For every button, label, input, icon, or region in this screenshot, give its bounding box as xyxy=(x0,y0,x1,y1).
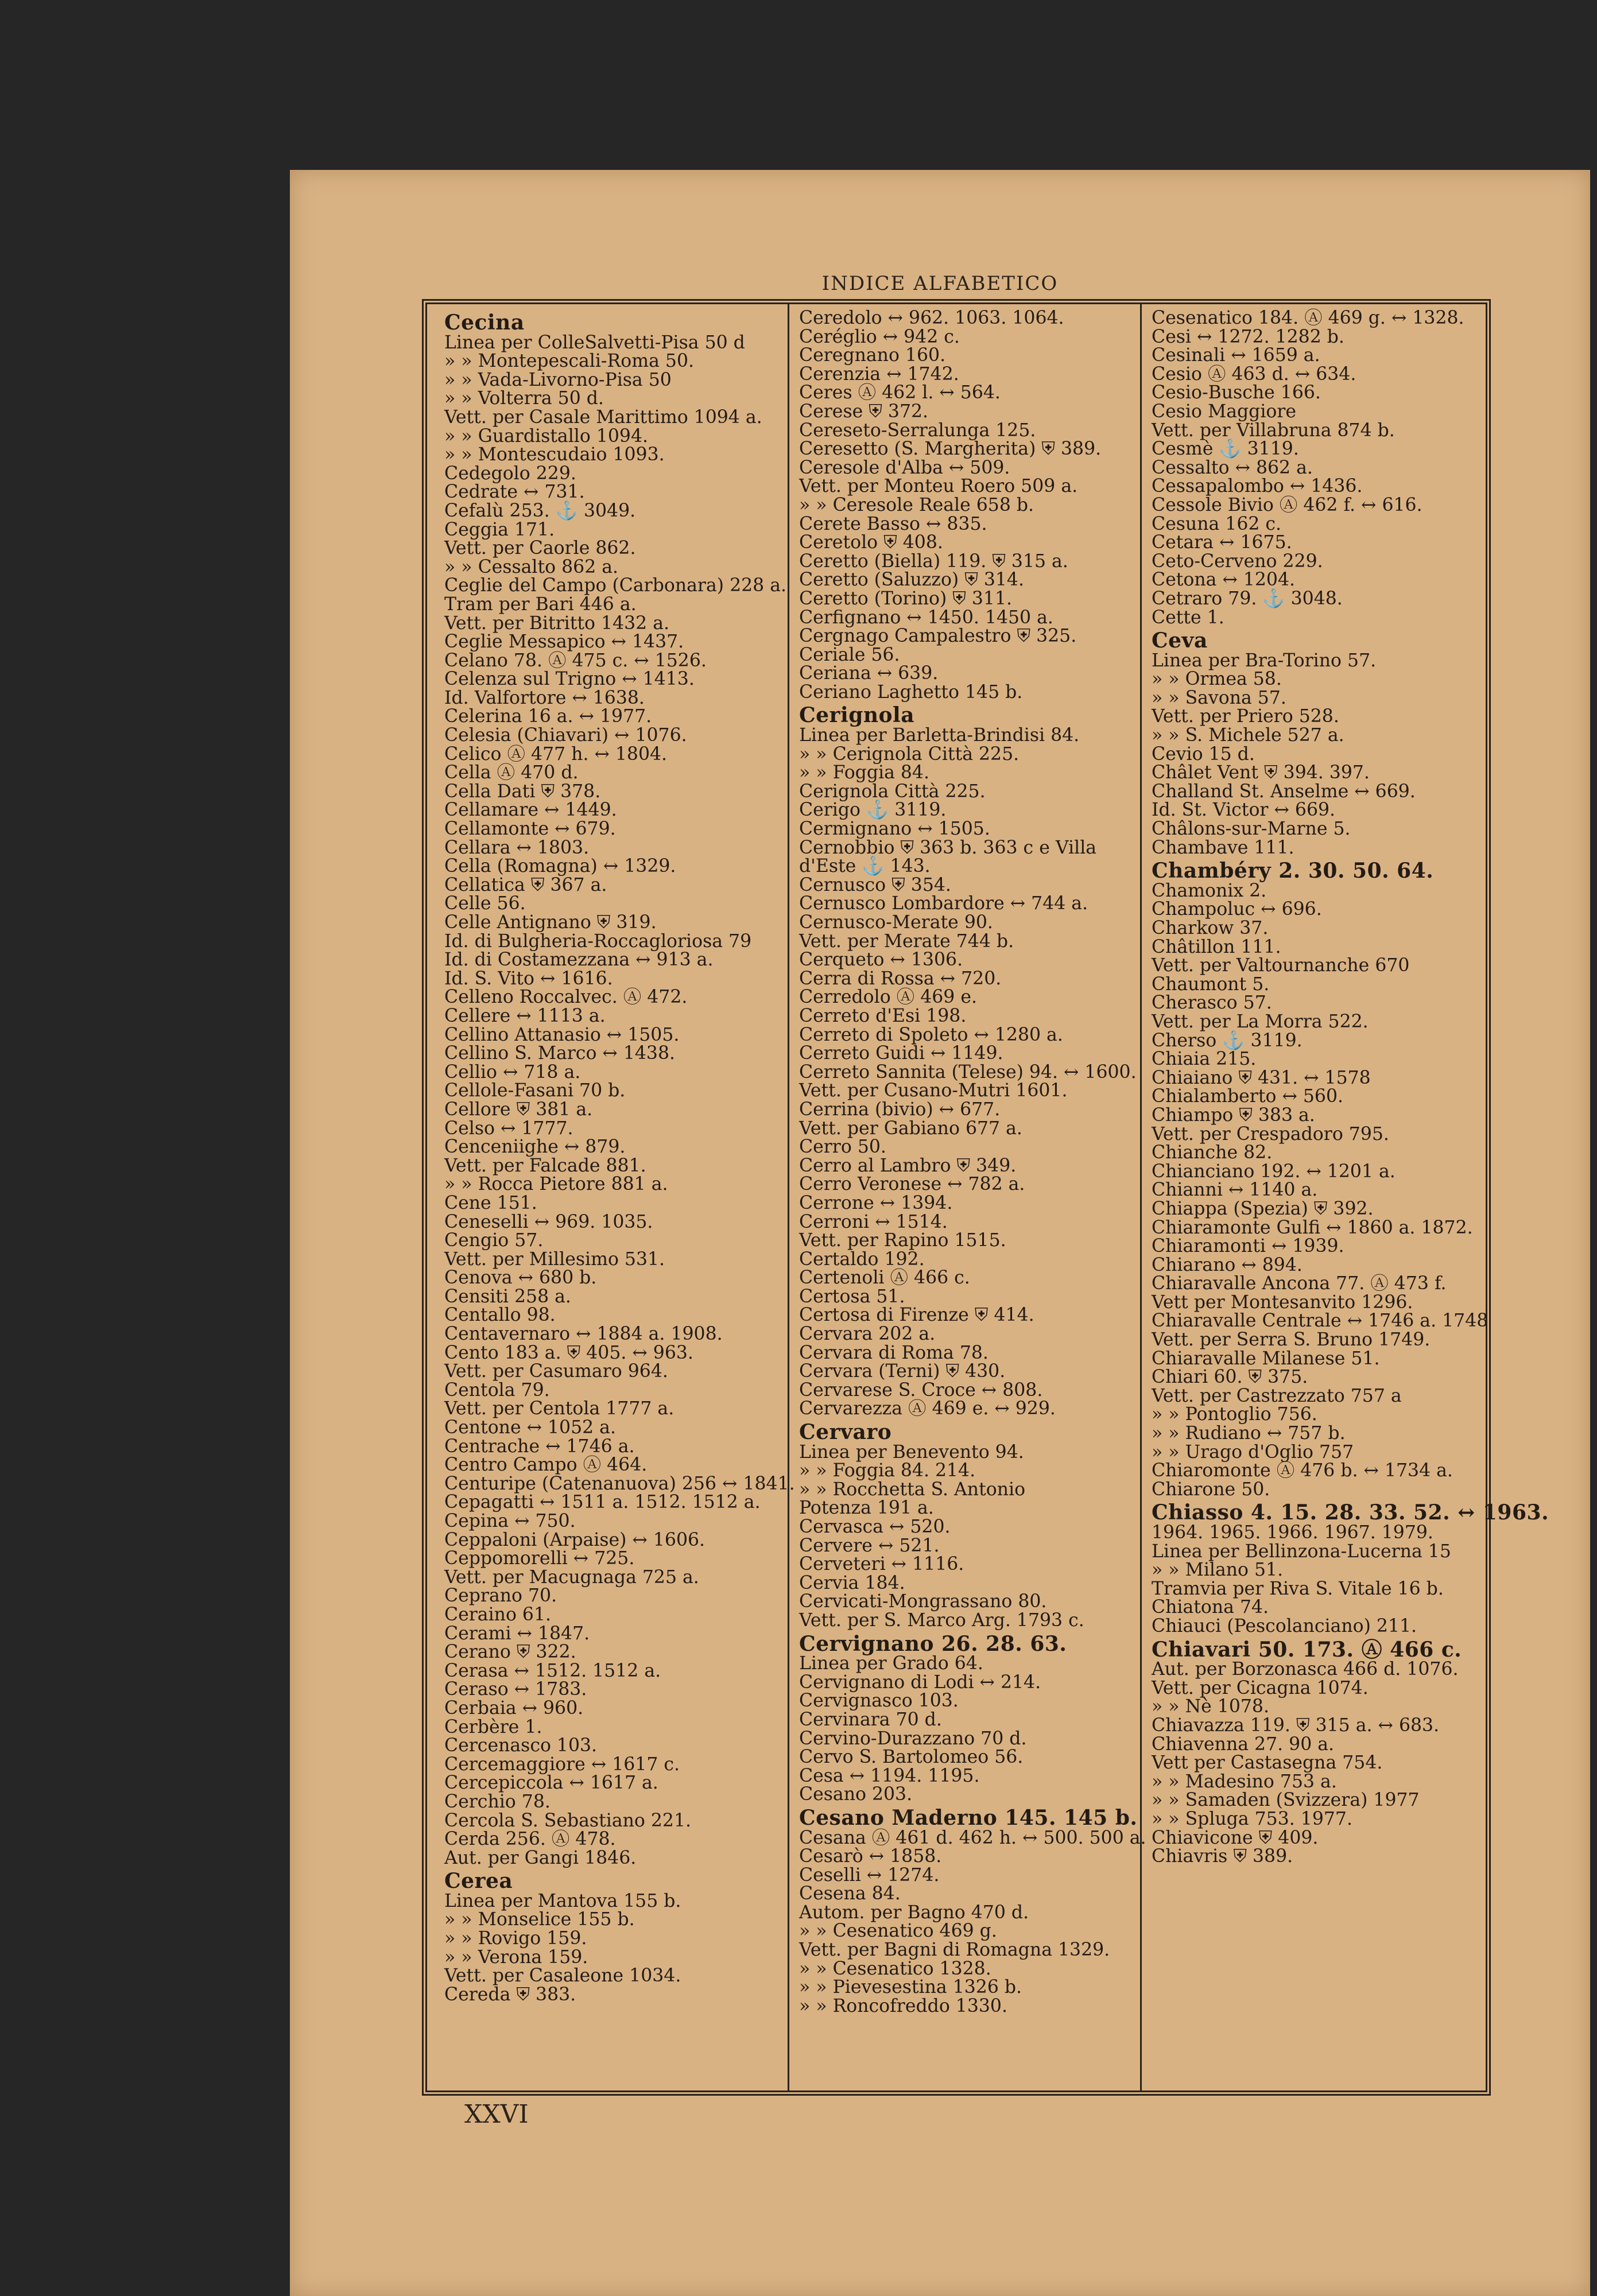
index-entry: » » Roncofreddo 1330. xyxy=(799,1995,1007,2016)
index-entry: Cercola S. Sebastiano 221. xyxy=(444,1810,692,1831)
index-column-1 xyxy=(444,309,794,2004)
index-entry: » » Ceresole Reale 658 b. xyxy=(799,494,1034,515)
index-entry: Cento 183 a. ⛨ 405. ↔ 963. xyxy=(444,1342,693,1363)
index-entry: Cervia 184. xyxy=(799,1572,905,1593)
index-entry: Vett. per Rapino 1515. xyxy=(799,1230,1006,1251)
index-entry: Cefalù 253. ⚓ 3049. xyxy=(444,500,636,521)
index-entry: Centone ↔ 1052 a. xyxy=(444,1417,616,1438)
index-entry: Cervignasco 103. xyxy=(799,1690,959,1712)
index-entry: Linea per Grado 64. xyxy=(799,1653,983,1674)
index-entry: Ceregnano 160. xyxy=(799,345,946,366)
index-entry: Cerano ⛨ 322. xyxy=(444,1642,576,1663)
index-entry: Ceppomorelli ↔ 725. xyxy=(444,1548,635,1569)
index-entry: Celle Antignano ⛨ 319. xyxy=(444,912,657,933)
index-entry: Vett. per Centola 1777 a. xyxy=(444,1398,675,1420)
index-entry: Id. di Costamezzana ↔ 913 a. xyxy=(444,949,714,971)
index-entry: Cergnago Campalestro ⛨ 325. xyxy=(799,626,1077,647)
index-entry: Id. Valfortore ↔ 1638. xyxy=(444,687,645,708)
index-entry: Cesano 203. xyxy=(799,1784,913,1805)
index-entry: Ceres Ⓐ 462 l. ↔ 564. xyxy=(799,382,1001,404)
index-entry: Cerfignano ↔ 1450. 1450 a. xyxy=(799,607,1053,628)
index-entry: Ceglie Messapico ↔ 1437. xyxy=(444,631,684,653)
index-entry: Cerda 256. Ⓐ 478. xyxy=(444,1829,616,1850)
index-entry: Ceselli ↔ 1274. xyxy=(799,1864,940,1886)
index-entry: Chialamberto ↔ 560. xyxy=(1152,1086,1344,1107)
index-entry: Chiampo ⛨ 383 a. xyxy=(1152,1104,1315,1126)
index-entry: » » Nè 1078. xyxy=(1152,1696,1269,1717)
index-entry: Chiavazza 119. ⛨ 315 a. ↔ 683. xyxy=(1152,1715,1440,1736)
index-entry: Cellio ↔ 718 a. xyxy=(444,1061,581,1083)
index-entry: » » Ormea 58. xyxy=(1152,669,1282,690)
index-entry: » » Samaden (Svizzera) 1977 xyxy=(1152,1790,1420,1811)
index-entry: Cerigo ⚓ 3119. xyxy=(799,800,947,821)
index-entry: Vett. per Valtournanche 670 xyxy=(1152,955,1410,976)
index-entry: Ceriale 56. xyxy=(799,644,900,665)
index-frame xyxy=(422,299,1549,2096)
index-entry: Cerbaia ↔ 960. xyxy=(444,1697,584,1719)
index-entry: Cenova ↔ 680 b. xyxy=(444,1267,597,1289)
index-entry: Cesio-Busche 166. xyxy=(1152,382,1321,404)
index-entry: Linea per Barletta-Brindisi 84. xyxy=(799,725,1080,746)
index-entry: Vett. per Millesimo 531. xyxy=(444,1248,665,1270)
index-entry: » » Pievesestina 1326 b. xyxy=(799,1977,1022,1998)
index-entry: Chiarano ↔ 894. xyxy=(1152,1254,1303,1275)
index-entry: Ceneselli ↔ 969. 1035. xyxy=(444,1211,653,1232)
index-entry: Chiarone 50. xyxy=(1152,1479,1270,1500)
index-entry: Cerete Basso ↔ 835. xyxy=(799,513,987,534)
index-entry: Cerasa ↔ 1512. 1512 a. xyxy=(444,1660,661,1681)
index-entry: Centavernaro ↔ 1884 a. 1908. xyxy=(444,1324,723,1345)
index-entry: Cedrate ↔ 731. xyxy=(444,482,585,503)
index-entry: Vett. per Falcade 881. xyxy=(444,1155,646,1176)
index-entry: Cerrina (bivio) ↔ 677. xyxy=(799,1099,1001,1120)
index-entry: Chiatona 74. xyxy=(1152,1597,1269,1618)
index-entry: » » Urago d'Oglio 757 xyxy=(1152,1441,1354,1463)
index-entry: Centola 79. xyxy=(444,1379,550,1401)
index-entry: Cerra di Rossa ↔ 720. xyxy=(799,968,1002,989)
index-entry: Chiaia 215. xyxy=(1152,1049,1257,1070)
index-entry: Tram per Bari 446 a. xyxy=(444,594,637,615)
index-entry: » » Montepescali-Roma 50. xyxy=(444,351,695,372)
index-entry: Vett. per Cicagna 1074. xyxy=(1152,1677,1369,1698)
index-entry: Cerredolo Ⓐ 469 e. xyxy=(799,987,977,1008)
page-number: XXVI xyxy=(464,2100,529,2129)
index-entry: Ceraino 61. xyxy=(444,1604,552,1625)
index-entry: Chiavenna 27. 90 a. xyxy=(1152,1733,1335,1755)
index-entry: » » Madesino 753 a. xyxy=(1152,1771,1337,1792)
index-entry: Autom. per Bagno 470 d. xyxy=(799,1902,1029,1923)
index-entry: Vett. per Villabruna 874 b. xyxy=(1152,420,1395,441)
index-entry: Vett. per Serra S. Bruno 1749. xyxy=(1152,1329,1431,1351)
index-entry: Vett. per Castrezzato 757 a xyxy=(1152,1385,1402,1406)
index-entry: Cerro al Lambro ⛨ 349. xyxy=(799,1155,1017,1176)
index-entry: Celleno Roccalvec. Ⓐ 472. xyxy=(444,987,688,1008)
index-entry: Ceprano 70. xyxy=(444,1585,557,1607)
index-entry: Aut. per Gangi 1846. xyxy=(444,1847,637,1868)
index-entry: Châlet Vent ⛨ 394. 397. xyxy=(1152,762,1370,784)
index-heading: Cesano Maderno 145. 145 b. xyxy=(799,1805,1138,1830)
index-entry: Cermignano ↔ 1505. xyxy=(799,819,990,840)
index-entry: Centrache ↔ 1746 a. xyxy=(444,1436,635,1457)
index-entry: Chiari 60. ⛨ 375. xyxy=(1152,1367,1308,1388)
index-entry: Ceredolo ↔ 962. 1063. 1064. xyxy=(799,308,1064,328)
index-entry: Cervara (Terni) ⛨ 430. xyxy=(799,1361,1006,1382)
index-entry: Cellatica ⛨ 367 a. xyxy=(444,874,607,895)
index-entry: Cesio Ⓐ 463 d. ↔ 634. xyxy=(1152,363,1356,385)
index-entry: Cesana Ⓐ 461 d. 462 h. ↔ 500. 500 a. xyxy=(799,1827,1146,1848)
index-entry: Certenoli Ⓐ 466 c. xyxy=(799,1267,970,1289)
index-entry: Celso ↔ 1777. xyxy=(444,1118,573,1139)
index-entry: Cesa ↔ 1194. 1195. xyxy=(799,1765,980,1786)
index-entry: Cerbère 1. xyxy=(444,1716,542,1737)
index-entry: Ceresole d'Alba ↔ 509. xyxy=(799,457,1010,478)
index-entry: Vett. per Casumaro 964. xyxy=(444,1361,668,1382)
index-entry: Cesio Maggiore xyxy=(1152,401,1297,422)
index-entry: Cervere ↔ 521. xyxy=(799,1535,940,1556)
index-entry: Potenza 191 a. xyxy=(799,1498,934,1519)
index-entry: Cerreto Sannita (Telese) 94. ↔ 1600. xyxy=(799,1061,1137,1083)
index-entry: » » Rocchetta S. Antonio xyxy=(799,1479,1026,1500)
index-entry: Cercemaggiore ↔ 1617 c. xyxy=(444,1754,680,1775)
index-entry: Cereseto-Serralunga 125. xyxy=(799,420,1036,441)
index-entry: Chiavicone ⛨ 409. xyxy=(1152,1827,1319,1848)
index-column-2 xyxy=(799,309,1149,2015)
index-entry: Cervicati-Mongrassano 80. xyxy=(799,1591,1047,1612)
index-entry: Chianciano 192. ↔ 1201 a. xyxy=(1152,1161,1396,1182)
index-entry: Vett. per Casale Marittimo 1094 a. xyxy=(444,406,762,428)
index-entry: Cetraro 79. ⚓ 3048. xyxy=(1152,588,1343,609)
index-entry: Cerese ⛨ 372. xyxy=(799,401,929,422)
index-entry: Vett. per Merate 744 b. xyxy=(799,930,1014,952)
index-entry: Cetona ↔ 1204. xyxy=(1152,569,1296,591)
index-entry: Cellamare ↔ 1449. xyxy=(444,800,617,821)
index-entry: Ceriano Laghetto 145 b. xyxy=(799,681,1023,703)
index-entry: Cesarò ↔ 1858. xyxy=(799,1846,942,1867)
index-entry: Cerignola Città 225. xyxy=(799,781,986,802)
index-entry: Cernusco ⛨ 354. xyxy=(799,874,951,895)
index-entry: Cetara ↔ 1675. xyxy=(1152,532,1292,553)
index-entry: Cervara 202 a. xyxy=(799,1324,936,1345)
index-entry: Ceggia 171. xyxy=(444,519,555,540)
index-entry: » » S. Michele 527 a. xyxy=(1152,725,1344,746)
index-entry: Ceretto (Torino) ⛨ 311. xyxy=(799,588,1013,609)
index-entry: Cesi ↔ 1272. 1282 b. xyxy=(1152,326,1344,347)
index-entry: Cene 151. xyxy=(444,1192,537,1213)
index-entry: Cerreto d'Esi 198. xyxy=(799,1005,967,1026)
index-entry: Ceriana ↔ 639. xyxy=(799,663,939,684)
index-entry: Cerreto di Spoleto ↔ 1280 a. xyxy=(799,1024,1063,1045)
index-entry: » » Milano 51. xyxy=(1152,1560,1284,1581)
index-entry: Ceretto (Saluzzo) ⛨ 314. xyxy=(799,569,1024,591)
index-entry: Vett. per Macugnaga 725 a. xyxy=(444,1566,699,1588)
index-entry: Celle 56. xyxy=(444,893,526,914)
index-entry: » » Vada-Livorno-Pisa 50 xyxy=(444,369,672,390)
index-entry: Chiaravalle Ancona 77. Ⓐ 473 f. xyxy=(1152,1273,1447,1294)
index-entry: Cervino-Durazzano 70 d. xyxy=(799,1728,1027,1749)
index-entry: Chianche 82. xyxy=(1152,1142,1273,1163)
index-entry: Vett. per Casaleone 1034. xyxy=(444,1965,681,1987)
index-entry: Cella Dati ⛨ 378. xyxy=(444,781,601,802)
index-entry: Cherasco 57. xyxy=(1152,992,1272,1014)
book-page xyxy=(290,170,1590,2296)
index-entry: Cessole Bivio Ⓐ 462 f. ↔ 616. xyxy=(1152,494,1422,515)
index-entry: Chiavris ⛨ 389. xyxy=(1152,1846,1293,1867)
index-entry: Cernobbio ⛨ 363 b. 363 c e Villa xyxy=(799,837,1097,858)
index-entry: Chiappa (Spezia) ⛨ 392. xyxy=(1152,1198,1374,1219)
index-entry: Centuripe (Catenanuova) 256 ↔ 1841. xyxy=(444,1473,795,1494)
index-entry: Cervarezza Ⓐ 469 e. ↔ 929. xyxy=(799,1398,1056,1420)
index-entry: Censiti 258 a. xyxy=(444,1286,571,1307)
index-entry: Cesmè ⚓ 3119. xyxy=(1152,439,1299,460)
index-entry: Ceretto (Biella) 119. ⛨ 315 a. xyxy=(799,550,1068,572)
index-entry: Linea per ColleSalvetti-Pisa 50 d xyxy=(444,332,745,353)
index-entry: Châtillon 111. xyxy=(1152,936,1281,957)
index-entry: Cellamonte ↔ 679. xyxy=(444,819,616,840)
index-entry: Chiaramonte Gulfi ↔ 1860 a. 1872. xyxy=(1152,1217,1473,1238)
index-entry: Vett. per Cusano-Mutri 1601. xyxy=(799,1080,1068,1102)
index-entry: Id. di Bulgheria-Roccagloriosa 79 xyxy=(444,930,752,952)
index-entry: » » Rocca Pietore 881 a. xyxy=(444,1174,668,1195)
index-entry: » » Rovigo 159. xyxy=(444,1928,587,1949)
index-entry: Cerami ↔ 1847. xyxy=(444,1623,590,1644)
index-entry: Celerina 16 a. ↔ 1977. xyxy=(444,706,652,727)
index-entry: Vett. per La Morra 522. xyxy=(1152,1011,1369,1032)
index-heading: Cerignola xyxy=(799,703,915,728)
index-entry: Vett. per Bitritto 1432 a. xyxy=(444,612,669,634)
index-entry: Linea per Benevento 94. xyxy=(799,1441,1024,1463)
index-heading: Chiavari 50. 173. Ⓐ 466 c. xyxy=(1152,1637,1462,1662)
index-entry: » » Spluga 753. 1977. xyxy=(1152,1808,1352,1829)
index-entry: Challand St. Anselme ↔ 669. xyxy=(1152,781,1416,802)
index-entry: Chamonix 2. xyxy=(1152,880,1267,901)
index-entry: Ceresetto (S. Margherita) ⛨ 389. xyxy=(799,439,1102,460)
index-entry: Cepagatti ↔ 1511 a. 1512. 1512 a. xyxy=(444,1492,761,1513)
index-entry: Cerveteri ↔ 1116. xyxy=(799,1554,964,1575)
index-entry: Cernusco Lombardore ↔ 744 a. xyxy=(799,893,1088,914)
index-entry: Cette 1. xyxy=(1152,607,1224,628)
index-entry: Ceppaloni (Arpaise) ↔ 1606. xyxy=(444,1529,706,1550)
index-entry: Vett. per Bagni di Romagna 1329. xyxy=(799,1940,1110,1961)
index-entry: » » Rudiano ↔ 757 b. xyxy=(1152,1423,1346,1444)
index-entry: Vett. per Priero 528. xyxy=(1152,706,1339,727)
index-entry: Certosa 51. xyxy=(799,1286,905,1307)
index-entry: Cellino Attanasio ↔ 1505. xyxy=(444,1024,680,1045)
index-entry: Cerqueto ↔ 1306. xyxy=(799,949,963,971)
index-entry: Chianni ↔ 1140 a. xyxy=(1152,1180,1318,1201)
index-entry: Cereda ⛨ 383. xyxy=(444,1984,576,2005)
index-entry: » » Cessalto 862 a. xyxy=(444,556,619,577)
index-entry: Ceréglio ↔ 942 c. xyxy=(799,326,960,347)
index-entry: Celenza sul Trigno ↔ 1413. xyxy=(444,669,695,690)
index-entry: Chambave 111. xyxy=(1152,837,1294,858)
index-entry: Cellore ⛨ 381 a. xyxy=(444,1099,593,1120)
index-entry: Vett. per Caorle 862. xyxy=(444,538,636,559)
index-heading: Cervignano 26. 28. 63. xyxy=(799,1631,1067,1656)
index-entry: Cervasca ↔ 520. xyxy=(799,1517,951,1537)
index-entry: Cernusco-Merate 90. xyxy=(799,912,993,933)
index-entry: Vett. per Gabiano 677 a. xyxy=(799,1118,1022,1139)
index-entry: » » Monselice 155 b. xyxy=(444,1909,635,1930)
index-entry: Vett per Montesanvito 1296. xyxy=(1152,1292,1413,1313)
index-entry: Tramvia per Riva S. Vitale 16 b. xyxy=(1152,1578,1444,1599)
index-entry: Cevio 15 d. xyxy=(1152,743,1255,765)
index-entry: Cercenasco 103. xyxy=(444,1735,598,1756)
index-entry: Cella (Romagna) ↔ 1329. xyxy=(444,856,676,877)
index-entry: » » Cesenatico 469 g. xyxy=(799,1921,997,1942)
index-entry: Cervo S. Bartolomeo 56. xyxy=(799,1747,1024,1768)
index-entry: Ceto-Cerveno 229. xyxy=(1152,550,1323,572)
index-entry: Chiaravalle Milanese 51. xyxy=(1152,1348,1380,1369)
index-entry: » » Pontoglio 756. xyxy=(1152,1404,1317,1425)
index-entry: Ceraso ↔ 1783. xyxy=(444,1679,587,1700)
index-entry: Id. S. Vito ↔ 1616. xyxy=(444,968,613,989)
index-entry: Celico Ⓐ 477 h. ↔ 1804. xyxy=(444,743,668,765)
index-entry: Cellara ↔ 1803. xyxy=(444,837,590,858)
index-heading: Cerea xyxy=(444,1869,513,1894)
index-entry: Cenceniighe ↔ 879. xyxy=(444,1137,626,1158)
index-entry: Cerchio 78. xyxy=(444,1791,551,1812)
index-entry: Ceretolo ⛨ 408. xyxy=(799,532,943,553)
index-entry: Cepina ↔ 750. xyxy=(444,1511,576,1531)
index-heading: Chiasso 4. 15. 28. 33. 52. ↔ 1963. xyxy=(1152,1500,1549,1525)
index-entry: Celesia (Chiavari) ↔ 1076. xyxy=(444,725,687,746)
index-entry: Cherso ⚓ 3119. xyxy=(1152,1030,1303,1051)
index-entry: Chiaromonte Ⓐ 476 b. ↔ 1734 a. xyxy=(1152,1460,1453,1481)
index-entry: » » Foggia 84. xyxy=(799,762,929,784)
index-entry: » » Foggia 84. 214. xyxy=(799,1460,976,1481)
index-entry: Chiaiano ⛨ 431. ↔ 1578 xyxy=(1152,1067,1371,1088)
index-entry: Cellole-Fasani 70 b. xyxy=(444,1080,626,1102)
index-entry: Cerrone ↔ 1394. xyxy=(799,1192,953,1213)
index-entry: » » Savona 57. xyxy=(1152,687,1286,708)
index-entry: Celano 78. Ⓐ 475 c. ↔ 1526. xyxy=(444,650,707,671)
index-entry: Cerro Veronese ↔ 782 a. xyxy=(799,1174,1025,1195)
index-heading: Ceva xyxy=(1152,629,1208,653)
index-entry: Cellino S. Marco ↔ 1438. xyxy=(444,1043,676,1064)
index-entry: Cerro 50. xyxy=(799,1137,886,1158)
index-heading: Cervaro xyxy=(799,1420,892,1445)
index-entry: Centallo 98. xyxy=(444,1305,556,1326)
index-entry: Cengio 57. xyxy=(444,1230,544,1251)
index-heading: Cecina xyxy=(444,311,525,335)
index-entry: Cesena 84. xyxy=(799,1883,901,1905)
index-entry: Cerroni ↔ 1514. xyxy=(799,1211,948,1232)
index-entry: Cercepiccola ↔ 1617 a. xyxy=(444,1773,658,1794)
index-entry: Cervarese S. Croce ↔ 808. xyxy=(799,1379,1043,1401)
index-entry: d'Este ⚓ 143. xyxy=(799,856,931,877)
index-entry: Linea per Bra-Torino 57. xyxy=(1152,650,1377,671)
index-entry: Cervara di Roma 78. xyxy=(799,1342,989,1363)
index-entry: Champoluc ↔ 696. xyxy=(1152,899,1322,920)
index-entry: Charkow 37. xyxy=(1152,918,1269,938)
index-entry: Ceglie del Campo (Carbonara) 228 a. xyxy=(444,575,786,596)
index-column-3 xyxy=(1152,308,1549,1867)
index-entry: » » Montescudaio 1093. xyxy=(444,444,665,466)
index-entry: Cella Ⓐ 470 d. xyxy=(444,762,579,784)
index-entry: Cervinara 70 d. xyxy=(799,1709,942,1730)
index-entry: Cesenatico 184. Ⓐ 469 g. ↔ 1328. xyxy=(1152,308,1464,328)
index-entry: Certosa di Firenze ⛨ 414. xyxy=(799,1305,1034,1326)
index-entry: Id. St. Victor ↔ 669. xyxy=(1152,800,1336,821)
index-entry: » » Guardistallo 1094. xyxy=(444,425,649,447)
index-entry: Cessalto ↔ 862 a. xyxy=(1152,457,1313,478)
index-entry: Vett. per Crespadoro 795. xyxy=(1152,1123,1389,1145)
index-entry: » » Volterra 50 d. xyxy=(444,388,604,409)
index-entry: Cessapalombo ↔ 1436. xyxy=(1152,476,1363,497)
index-entry: Linea per Mantova 155 b. xyxy=(444,1890,681,1911)
index-entry: Vett per Castasegna 754. xyxy=(1152,1752,1383,1774)
index-entry: Certaldo 192. xyxy=(799,1248,925,1270)
index-entry: Cerenzia ↔ 1742. xyxy=(799,363,959,385)
index-entry: Cellere ↔ 1113 a. xyxy=(444,1005,606,1026)
index-entry: Centro Campo Ⓐ 464. xyxy=(444,1455,648,1476)
index-entry: » » Cerignola Città 225. xyxy=(799,743,1020,765)
page-header: INDICE ALFABETICO xyxy=(821,272,1059,295)
index-entry: Cedegolo 229. xyxy=(444,463,576,484)
index-entry: Chaumont 5. xyxy=(1152,974,1270,995)
index-entry: Châlons-sur-Marne 5. xyxy=(1152,819,1351,840)
index-entry: Chiaramonti ↔ 1939. xyxy=(1152,1236,1344,1257)
index-entry: Vett. per S. Marco Arg. 1793 c. xyxy=(799,1609,1084,1631)
index-entry: Vett. per Monteu Roero 509 a. xyxy=(799,476,1078,497)
index-entry: Cesuna 162 c. xyxy=(1152,513,1282,534)
index-entry: » » Cesenatico 1328. xyxy=(799,1958,991,1979)
index-entry: 1964. 1965. 1966. 1967. 1979. xyxy=(1152,1522,1433,1543)
index-entry: Aut. per Borzonasca 466 d. 1076. xyxy=(1152,1659,1459,1680)
index-entry: Chiauci (Pescolanciano) 211. xyxy=(1152,1615,1417,1636)
index-heading: Chambéry 2. 30. 50. 64. xyxy=(1152,859,1434,883)
index-entry: » » Verona 159. xyxy=(444,1946,588,1968)
index-entry: Chiaravalle Centrale ↔ 1746 a. 1748 xyxy=(1152,1310,1489,1332)
index-entry: Linea per Bellinzona-Lucerna 15 xyxy=(1152,1541,1451,1562)
index-entry: Cervignano di Lodi ↔ 214. xyxy=(799,1671,1041,1693)
index-entry: Cesinali ↔ 1659 a. xyxy=(1152,345,1320,366)
index-entry: Cerreto Guidi ↔ 1149. xyxy=(799,1043,1003,1064)
